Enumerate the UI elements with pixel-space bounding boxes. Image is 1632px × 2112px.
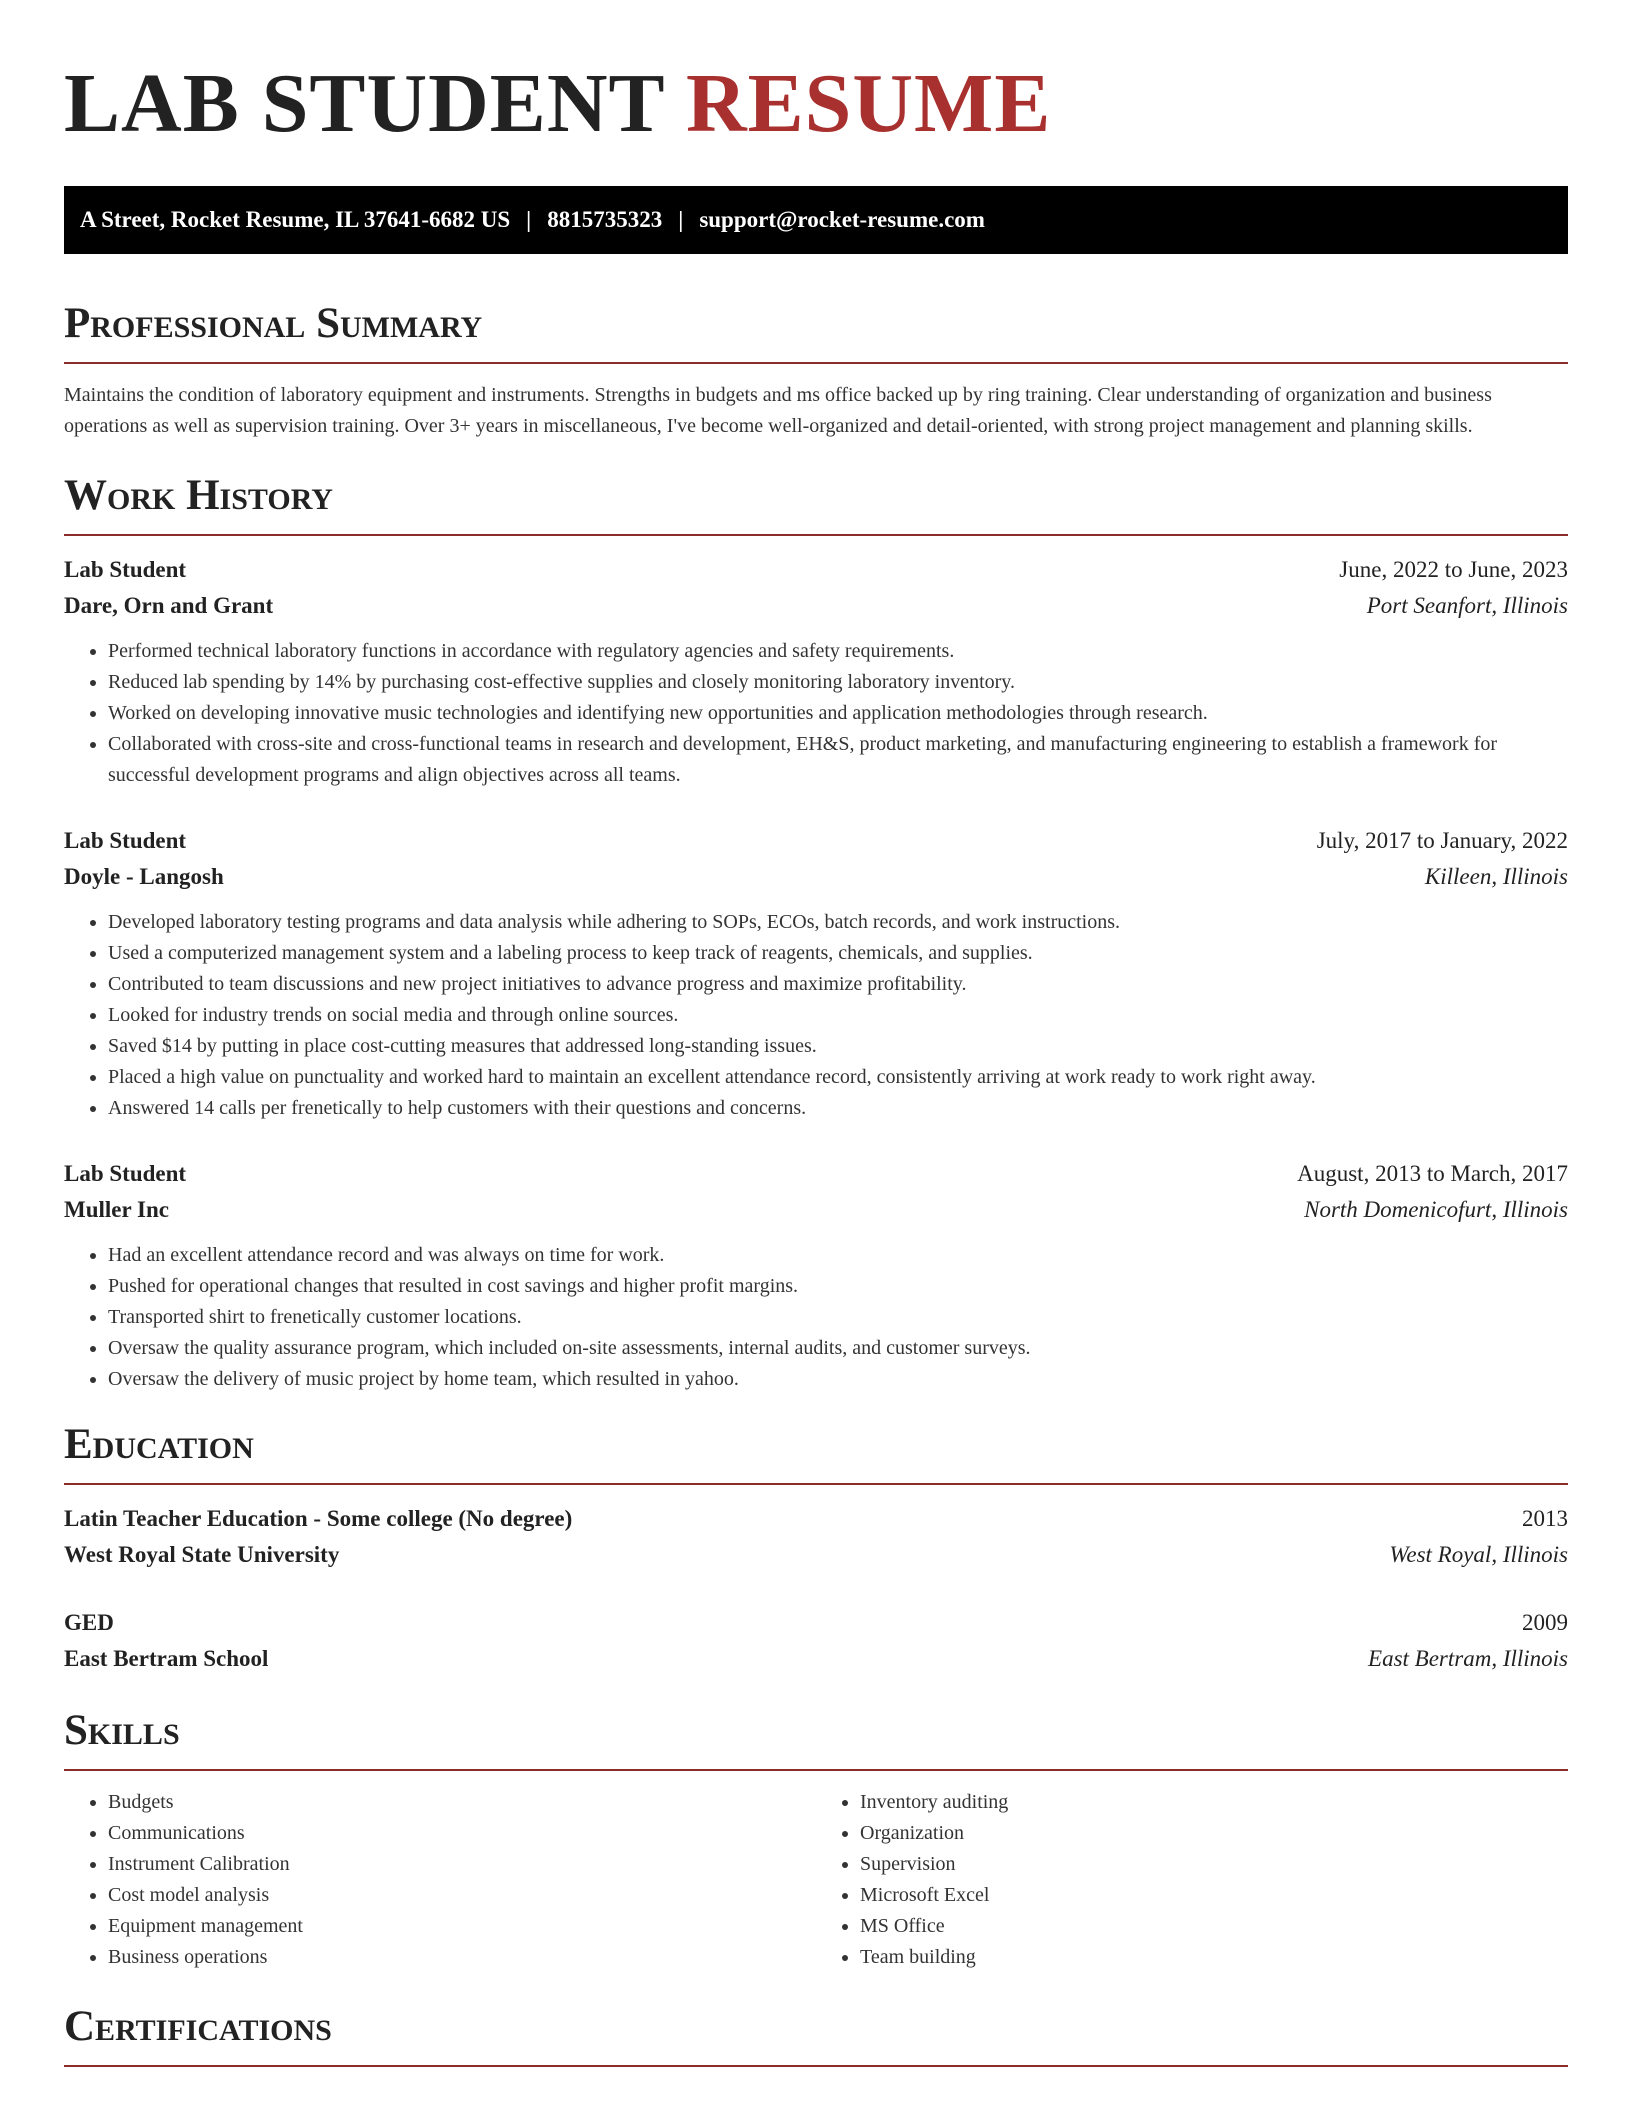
list-item: • Oversaw the delivery of music project by home team, which resulted in yahoo.: [108, 1364, 1568, 1395]
job-dates: July, 2017 to January, 2022: [1316, 828, 1568, 853]
job-bullets: [64, 907, 1568, 1124]
skills-section: [64, 1705, 1568, 1973]
education-school: West Royal State University: [64, 1542, 340, 1567]
education-school: East Bertram School: [64, 1646, 269, 1671]
list-item: • Collaborated with cross-site and cross-functional teams in research and development, EH&S, product marketing, and manufacturing engineering to establish a framework for successful development programs and align objectives across all teams.: [108, 729, 1568, 791]
contact-phone: 8815735323: [547, 207, 663, 232]
section-title-skills: Skills: [64, 1707, 180, 1754]
job-location: Killeen, Illinois: [1424, 864, 1568, 889]
job-dates: August, 2013 to March, 2017: [1297, 1161, 1568, 1186]
education-entry: [64, 1605, 1568, 1677]
skill-item: • Cost model analysis: [108, 1880, 816, 1911]
job-title: Lab Student: [64, 1161, 187, 1186]
list-item: • Worked on developing innovative music technologies and identifying new opportunities and application methodologies through research.: [108, 698, 1568, 729]
skill-item: • Organization: [860, 1818, 1568, 1849]
contact-bar: [64, 186, 1568, 254]
list-item: • Answered 14 calls per frenetically to help customers with their questions and concerns.: [108, 1093, 1568, 1124]
skill-item: • Instrument Calibration: [108, 1849, 816, 1880]
skills-column-right: [816, 1787, 1568, 1973]
education-location: West Royal, Illinois: [1389, 1542, 1568, 1567]
education-degree: Latin Teacher Education - Some college (No degree): [64, 1506, 573, 1531]
contact-separator: |: [526, 207, 532, 232]
skill-item: • Budgets: [108, 1787, 816, 1818]
skill-item: • Business operations: [108, 1942, 816, 1973]
skill-item: • Microsoft Excel: [860, 1880, 1568, 1911]
skill-item: • Inventory auditing: [860, 1787, 1568, 1818]
contact-separator: |: [678, 207, 684, 232]
contact-address: A Street, Rocket Resume, IL 37641-6682 US: [80, 207, 511, 232]
section-divider: [64, 1483, 1568, 1485]
education-location: East Bertram, Illinois: [1368, 1646, 1568, 1671]
summary-section: [64, 298, 1568, 442]
job-company: Muller Inc: [64, 1197, 169, 1222]
list-item: • Transported shirt to frenetically customer locations.: [108, 1302, 1568, 1333]
section-title-work: Work History: [64, 472, 333, 519]
job-title: Lab Student: [64, 828, 187, 853]
section-title-summary: Professional Summary: [64, 300, 483, 347]
title-main: LAB STUDENT: [64, 57, 664, 150]
list-item: • Reduced lab spending by 14% by purchasing cost-effective supplies and closely monitoring laboratory inventory.: [108, 667, 1568, 698]
certifications-section: [64, 2001, 1568, 2067]
job-location: Port Seanfort, Illinois: [1366, 593, 1568, 618]
job-entry: [64, 823, 1568, 1124]
section-divider: [64, 534, 1568, 536]
list-item: • Oversaw the quality assurance program, which included on-site assessments, internal audits, and customer surveys.: [108, 1333, 1568, 1364]
section-title-certifications: Certifications: [64, 2003, 332, 2050]
list-item: • Developed laboratory testing programs and data analysis while adhering to SOPs, ECOs, batch records, and work instructions.: [108, 907, 1568, 938]
education-year: 2013: [1522, 1506, 1568, 1531]
job-bullets: [64, 636, 1568, 791]
title-accent: RESUME: [685, 57, 1052, 150]
skills-column-left: [64, 1787, 816, 1973]
skill-item: • Communications: [108, 1818, 816, 1849]
section-divider: [64, 362, 1568, 364]
summary-text: Maintains the condition of laboratory equipment and instruments. Strengths in budgets and ms office backed up by ring training. Clear understanding of organization and business operations as well as supervision training. Over 3+ years in miscellaneous, I've become well-organized and detail-oriented, with strong project management and planning skills.: [64, 384, 1492, 437]
section-title-education: Education: [64, 1421, 254, 1468]
list-item: • Looked for industry trends on social media and through online sources.: [108, 1000, 1568, 1031]
job-bullets: [64, 1240, 1568, 1395]
education-section: [64, 1419, 1568, 1677]
job-company: Doyle - Langosh: [64, 864, 224, 889]
job-entry: [64, 1156, 1568, 1395]
skills-list: [64, 1787, 1568, 1973]
job-entry: [64, 552, 1568, 791]
list-item: • Performed technical laboratory functions in accordance with regulatory agencies and safety requirements.: [108, 636, 1568, 667]
contact-email: support@rocket-resume.com: [699, 207, 985, 232]
job-location: North Domenicofurt, Illinois: [1304, 1197, 1568, 1222]
job-company: Dare, Orn and Grant: [64, 593, 274, 618]
job-title: Lab Student: [64, 557, 187, 582]
education-degree: GED: [64, 1610, 114, 1635]
skill-item: • Equipment management: [108, 1911, 816, 1942]
list-item: • Had an excellent attendance record and was always on time for work.: [108, 1240, 1568, 1271]
skill-item: • Supervision: [860, 1849, 1568, 1880]
education-entry: [64, 1501, 1568, 1573]
job-dates: June, 2022 to June, 2023: [1339, 557, 1568, 582]
section-divider: [64, 2065, 1568, 2067]
resume-title: [64, 0, 1568, 152]
section-divider: [64, 1769, 1568, 1771]
list-item: • Used a computerized management system and a labeling process to keep track of reagents, chemicals, and supplies.: [108, 938, 1568, 969]
list-item: • Saved $14 by putting in place cost-cutting measures that addressed long-standing issues.: [108, 1031, 1568, 1062]
list-item: • Placed a high value on punctuality and worked hard to maintain an excellent attendance record, consistently arriving at work ready to work right away.: [108, 1062, 1568, 1093]
list-item: • Contributed to team discussions and new project initiatives to advance progress and maximize profitability.: [108, 969, 1568, 1000]
list-item: • Pushed for operational changes that resulted in cost savings and higher profit margins.: [108, 1271, 1568, 1302]
work-history-section: [64, 470, 1568, 1395]
education-year: 2009: [1522, 1610, 1568, 1635]
skill-item: • Team building: [860, 1942, 1568, 1973]
skill-item: • MS Office: [860, 1911, 1568, 1942]
